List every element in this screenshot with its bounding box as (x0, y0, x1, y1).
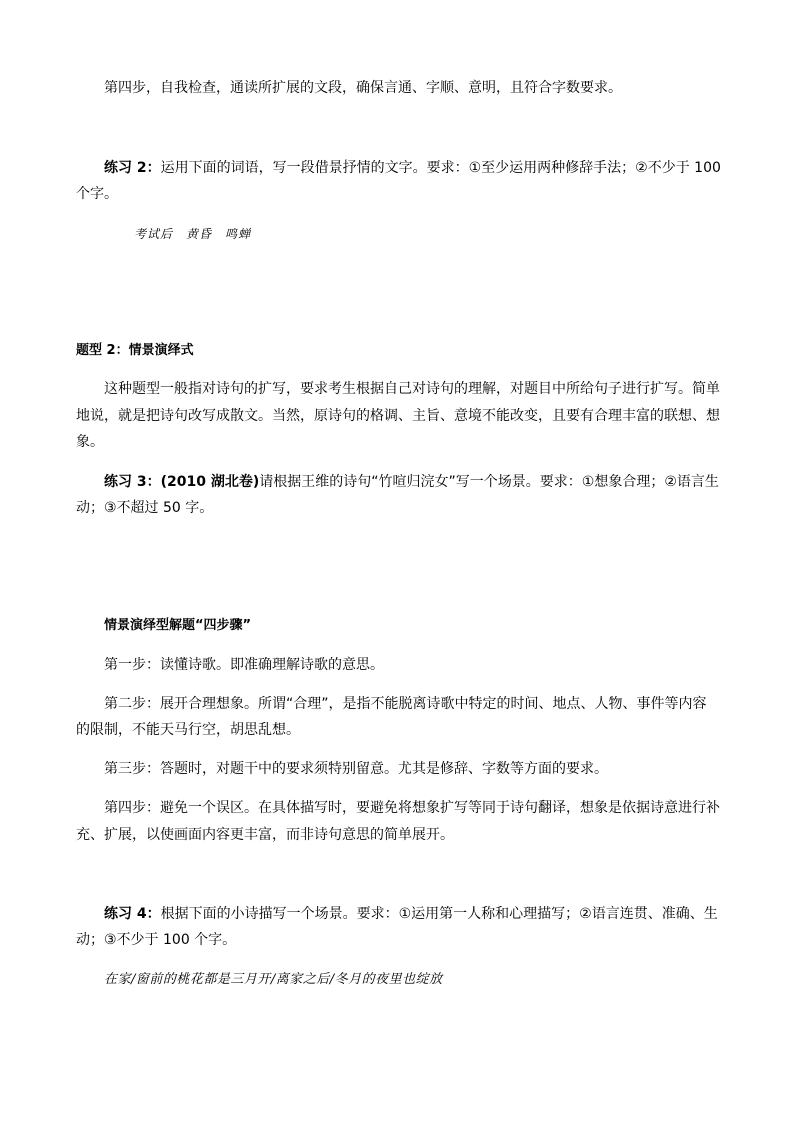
four-steps-step2-line2: 的限制，不能天马行空，胡思乱想。 (76, 722, 300, 738)
practice3-line2: 动；③不超过 50 字。 (76, 500, 214, 516)
type2-desc-line2: 地说，就是把诗句改写成散文。当然，原诗句的格调、主旨、意境不能改变，且要有合理丰富的联想、想 (76, 408, 720, 424)
practice4-poem: 在家/窗前的桃花都是三月开/离家之后/冬月的夜里也绽放 (104, 972, 443, 987)
type2-desc-line1: 这种题型一般指对诗句的扩写，要求考生根据自己对诗句的理解，对题目中所给句子进行扩写。简单 (104, 381, 720, 397)
practice4-line2: 动；③不少于 100 个字。 (76, 932, 237, 948)
type2-desc-line3: 象。 (76, 434, 104, 450)
practice2-line1 (104, 158, 721, 178)
four-steps-step3: 第三步：答题时，对题干中的要求须特别留意。尤其是修辞、字数等方面的要求。 (104, 761, 608, 777)
practice2-words: 考试后 黄昏 鸣蝉 (134, 227, 252, 241)
four-steps-step4-line1: 第四步：避免一个误区。在具体描写时，要避免将想象扩写等同于诗句翻译，想象是依据诗意进行补 (104, 800, 720, 816)
practice3-text1: 请根据王维的诗句“竹喧归浣女”写一个场景。要求：①想象合理；②语言生 (259, 474, 719, 490)
practice3-source: (2010 湖北卷) (160, 474, 260, 490)
practice3-label: 练习 3： (104, 474, 161, 490)
four-steps-step4-line2: 充、扩展，以使画面内容更丰富，而非诗句意思的简单展开。 (76, 827, 454, 843)
practice2-text1: 运用下面的词语，写一段借景抒情的文字。要求：①至少运用两种修辞手法；②不少于 100 (160, 160, 721, 176)
four-steps-step1: 第一步：读懂诗歌。即准确理解诗歌的意思。 (104, 657, 384, 673)
practice2-line2: 个字。 (76, 186, 118, 202)
type2-heading: 题型 2：情景演绎式 (76, 343, 194, 358)
four-steps-step2-line1: 第二步：展开合理想象。所谓“合理”，是指不能脱离诗歌中特定的时间、地点、人物、事件等内容 (104, 696, 707, 712)
practice4-label: 练习 4： (104, 906, 161, 922)
step4-self-check: 第四步，自我检查，通读所扩展的文段，确保言通、字顺、意明，且符合字数要求。 (104, 80, 622, 96)
practice4-line1 (104, 904, 718, 924)
four-steps-heading: 情景演绎型解题“四步骤” (104, 618, 252, 633)
practice4-text1: 根据下面的小诗描写一个场景。要求：①运用第一人称和心理描写；②语言连贯、准确、生 (160, 906, 718, 922)
practice2-label: 练习 2： (104, 160, 161, 176)
practice3-line1 (104, 472, 719, 492)
